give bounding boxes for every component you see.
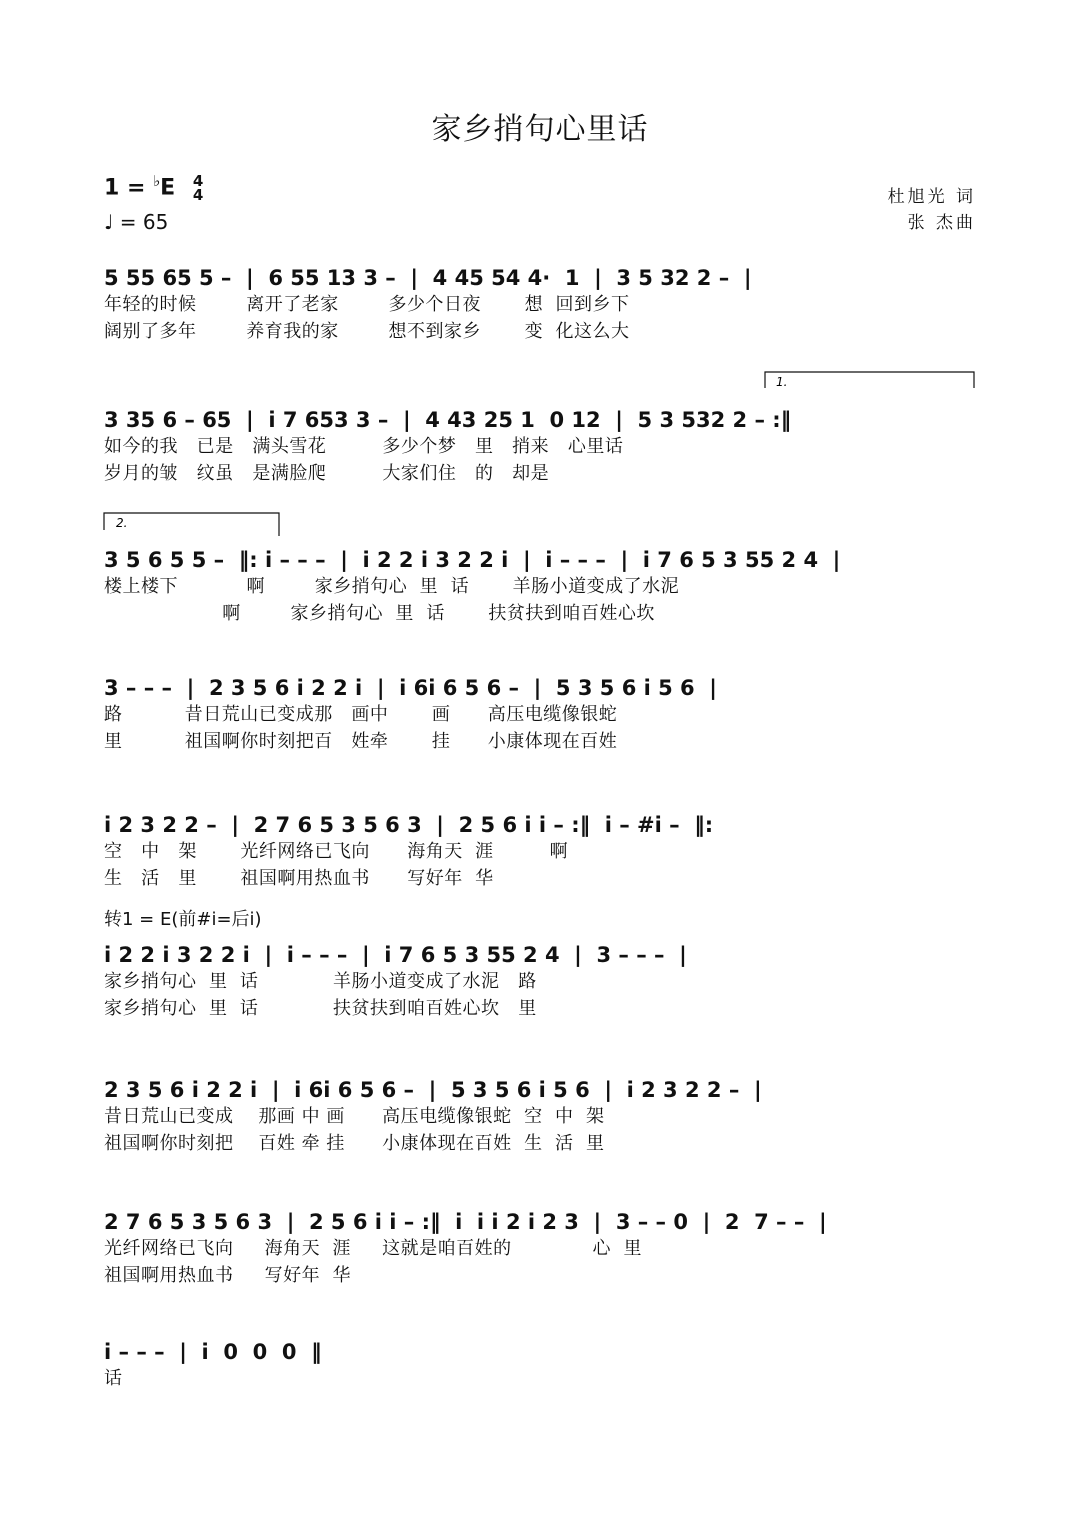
lyricist-credit: 杜旭光 词	[887, 187, 976, 207]
notation-line: i 2 3 2 2 – | 2 7 6 5 3 5 6 3 | 2 5 6 i i – :‖ i – #i – ‖:	[104, 813, 714, 837]
lyric-verse-2: 啊 家乡捎句心 里 话 扶贫扶到咱百姓心坎	[104, 603, 655, 624]
notation-line: 2 3 5 6 i 2 2 i | i 6i 6 5 6 – | 5 3 5 6 i 5 6 | i 2 3 2 2 – |	[104, 1078, 762, 1102]
lyric-verse-1: 如今的我 已是 满头雪花 多少个梦 里 捎来 心里话	[104, 436, 624, 457]
system-3	[104, 530, 978, 626]
lyric-verse-1: 光纤网络已飞向 海角天 涯 这就是咱百姓的 心 里	[104, 1238, 642, 1259]
lyric-verse-1: 昔日荒山已变成 那画 中 画 高压电缆像银蛇 空 中 架	[104, 1106, 605, 1127]
lyric-verse-2: 祖国啊你时刻把 百姓 牵 挂 小康体现在百姓 生 活 里	[104, 1133, 605, 1154]
lyric-verse-2: 生 活 里 祖国啊用热血书 写好年 华	[104, 868, 494, 889]
lyric-verse-1: 年轻的时候 离开了老家 多少个日夜 想 回到乡下	[104, 294, 630, 315]
tempo-value: = 65	[119, 210, 169, 234]
system-8	[104, 1192, 978, 1288]
flat-sign: ♭	[153, 172, 161, 190]
key-signature	[104, 172, 204, 205]
second-ending-number: 2.	[116, 516, 128, 530]
quarter-note-icon: ♩	[104, 210, 114, 234]
system-6	[104, 925, 978, 1021]
lyric-verse-2: 阔别了多年 养育我的家 想不到家乡 变 化这么大	[104, 321, 630, 342]
notation-line: 3 35 6 – 65 | i 7 653 3 – | 4 43 25 1 0 12 | 5 3 532 2 – :‖	[104, 408, 792, 432]
system-4	[104, 658, 978, 754]
notation-line: 5 55 65 5 – | 6 55 13 3 – | 4 45 54 4· 1 | 3 5 32 2 – |	[104, 266, 752, 290]
system-9	[104, 1322, 978, 1391]
first-ending-number: 1.	[776, 375, 788, 389]
lyric-verse-1: 楼上楼下 啊 家乡捎句心 里 话 羊肠小道变成了水泥	[104, 576, 680, 597]
notation-line: 3 5 6 5 5 – ‖: i – – – | i 2 2 i 3 2 2 i | i – – – | i 7 6 5 3 55 2 4 |	[104, 548, 841, 572]
first-ending-bracket	[765, 372, 974, 388]
lyric-verse-1: 路 昔日荒山已变成那 画中 画 高压电缆像银蛇	[104, 704, 618, 725]
lyric-verse-1: 家乡捎句心 里 话 羊肠小道变成了水泥 路	[104, 971, 537, 992]
system-1	[104, 248, 978, 344]
lyric-verse-2: 里 祖国啊你时刻把百 姓牵 挂 小康体现在百姓	[104, 731, 618, 752]
notation-line: i – – – | i 0 0 0 ‖	[104, 1340, 322, 1364]
key-note: E	[160, 175, 176, 201]
meter-bottom: 4	[192, 186, 204, 205]
song-title: 家乡捎句心里话	[431, 112, 649, 147]
lyric-verse-1: 话	[104, 1368, 123, 1389]
lyric-verse-1: 空 中 架 光纤网络已飞向 海角天 涯 啊	[104, 841, 569, 862]
composer-credit: 张 杰曲	[907, 213, 976, 233]
modulation-marking: 转1 = E(前#i=后i)	[104, 909, 262, 930]
notation-line: i 2 2 i 3 2 2 i | i – – – | i 7 6 5 3 55 2 4 | 3 – – – |	[104, 943, 687, 967]
meter-top: 4	[192, 172, 204, 191]
system-7	[104, 1060, 978, 1156]
lyric-verse-2: 岁月的皱 纹虽 是满脸爬 大家们住 的 却是	[104, 463, 550, 484]
system-2	[104, 390, 978, 486]
lyric-verse-2: 祖国啊用热血书 写好年 华	[104, 1265, 352, 1286]
tempo-marking	[104, 210, 168, 234]
lyric-verse-2: 家乡捎句心 里 话 扶贫扶到咱百姓心坎 里	[104, 998, 537, 1019]
notation-line: 2 7 6 5 3 5 6 3 | 2 5 6 i i – :‖ i i i 2 i 2 3 | 3 – – 0 | 2 7 – – |	[104, 1210, 827, 1234]
time-signature	[192, 172, 204, 205]
notation-line: 3 – – – | 2 3 5 6 i 2 2 i | i 6i 6 5 6 – | 5 3 5 6 i 5 6 |	[104, 676, 717, 700]
key-label: 1 =	[104, 175, 154, 201]
system-5	[104, 795, 978, 891]
